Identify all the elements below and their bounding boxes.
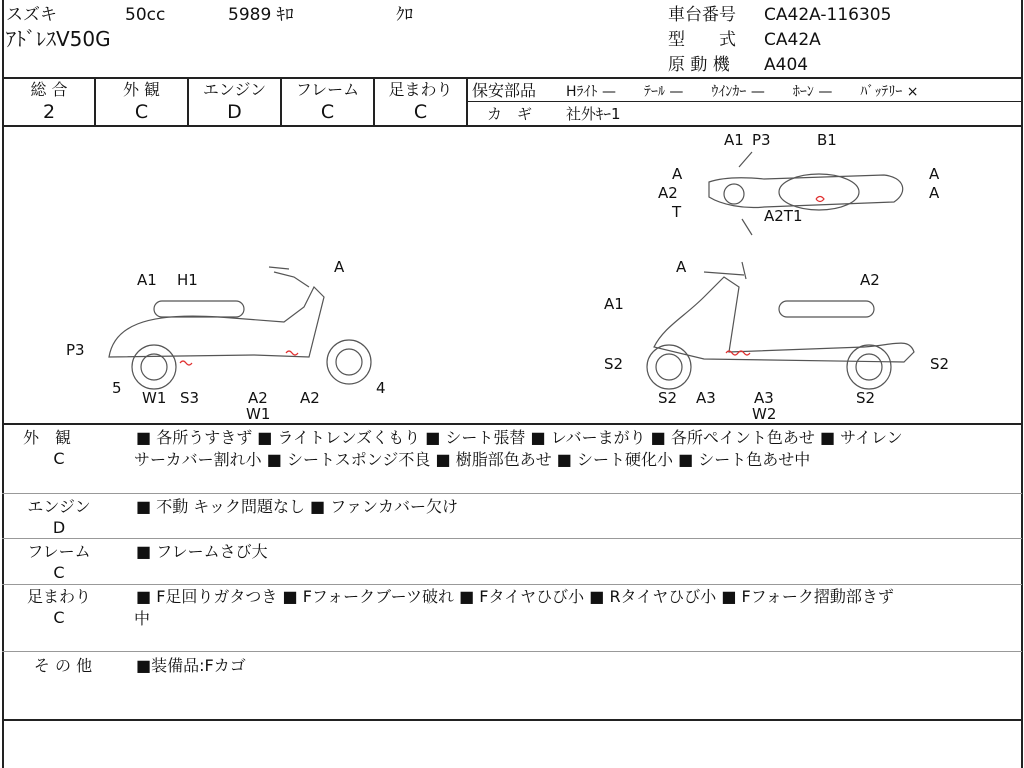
section-frame-label: フレーム	[27, 542, 91, 561]
mileage: 5989 ｷﾛ	[228, 5, 294, 25]
model-name: ｱﾄﾞﾚｽV50G	[6, 27, 111, 51]
section-suspension-line1: ■ F足回りガタつき ■ Fフォークブーツ破れ ■ Fタイヤひび小 ■ Rタイヤひび小 ■ Fフォーク摺動部きず	[136, 587, 894, 606]
diagram-label: A	[334, 258, 345, 276]
grade-frame-label: フレーム	[295, 80, 360, 99]
grade-engine-value: D	[227, 101, 242, 123]
frame-no-label: 車台番号	[668, 5, 736, 25]
diagram-label: S2	[930, 355, 950, 373]
diagram-label: S2	[658, 389, 678, 407]
section-suspension-grade: C	[53, 608, 65, 627]
section-engine-label: エンジン	[27, 497, 91, 516]
section-exterior-line2: サーカバー割れ小 ■ シートスポンジ不良 ■ 樹脂部色あせ ■ シート硬化小 ■ シート色あせ中	[134, 450, 811, 469]
diagram-label: A3	[754, 389, 774, 407]
diagram-label: T	[672, 203, 682, 221]
section-other-label: そ の 他	[33, 656, 93, 675]
divider	[2, 538, 1022, 539]
diagram-label: W2	[752, 405, 777, 423]
grade-exterior-value: C	[134, 101, 149, 123]
diagram-label: A1	[604, 295, 624, 313]
safety-label: 保安部品	[472, 81, 537, 100]
section-engine-line1: ■ 不動 キック問題なし ■ ファンカバー欠け	[136, 497, 458, 516]
divider	[2, 584, 1022, 585]
diagram-label: A	[929, 165, 940, 183]
diagram-label: S2	[856, 389, 876, 407]
diagram-label: A2	[300, 389, 320, 407]
type-label: 型 式	[668, 30, 736, 50]
engine-label: 原 動 機	[668, 55, 730, 75]
diagram-label: A2	[248, 389, 268, 407]
section-suspension-label: 足まわり	[26, 587, 91, 606]
color: ｸﾛ	[396, 5, 413, 25]
grade-total-value: 2	[42, 101, 56, 123]
diagram-label: 4	[376, 379, 386, 397]
diagram-label: H1	[177, 271, 198, 289]
diagram-label: A2	[658, 184, 678, 202]
diagram-label: A	[929, 184, 940, 202]
key-value: 社外ｷｰ1	[566, 105, 621, 123]
diagram-label: S3	[180, 389, 200, 407]
divider	[2, 493, 1022, 494]
type-value: CA42A	[764, 30, 821, 50]
section-engine-grade: D	[52, 518, 66, 537]
grade-engine-label: エンジン	[202, 80, 267, 99]
engine-value: A404	[764, 55, 809, 75]
diagram-label: 5	[112, 379, 122, 397]
section-exterior-grade: C	[53, 449, 65, 468]
diagram-label: A2T1	[764, 207, 803, 225]
diagram-label: A2	[860, 271, 880, 289]
section-exterior-label: 外 観	[22, 428, 71, 447]
divider	[2, 651, 1022, 652]
grade-total-label: 総 合	[30, 80, 68, 99]
key-label: カ ギ	[487, 105, 533, 123]
diagram-label: A1	[724, 131, 744, 149]
grade-frame-value: C	[320, 101, 335, 123]
diagram-label: W1	[246, 405, 271, 423]
diagram-label: A3	[696, 389, 716, 407]
diagram-label: B1	[817, 131, 837, 149]
section-other-line1: ■装備品:Fカゴ	[136, 656, 246, 675]
displacement: 50cc	[125, 5, 166, 25]
section-exterior-line1: ■ 各所うすきず ■ ライトレンズくもり ■ シート張替 ■ レバーまがり ■ 各所ペイント色あせ ■ サイレン	[136, 428, 903, 447]
diagram-label: W1	[142, 389, 167, 407]
section-suspension-line2: 中	[134, 609, 151, 628]
frame-no: CA42A-116305	[764, 5, 892, 25]
safety-items: Hﾗｲﾄ — ﾃｰﾙ — ｳｲﾝｶｰ — ﾎｰﾝ — ﾊﾞｯﾃﾘｰ ×	[566, 84, 919, 100]
divider	[2, 77, 1022, 79]
section-frame-grade: C	[53, 563, 65, 582]
diagram-label: P3	[752, 131, 771, 149]
grade-exterior-label: 外 観	[122, 80, 161, 99]
divider	[2, 423, 1022, 425]
maker: スズキ	[6, 5, 57, 25]
diagram-label: A	[676, 258, 687, 276]
section-frame-line1: ■ フレームさび大	[136, 542, 268, 561]
diagram-label: P3	[66, 341, 85, 359]
scooter-diagram	[4, 127, 1020, 423]
grade-suspension-value: C	[413, 101, 428, 123]
grade-suspension-label: 足まわり	[388, 80, 453, 99]
diagram-label: A1	[137, 271, 157, 289]
diagram-label: S2	[604, 355, 624, 373]
divider	[2, 719, 1022, 721]
diagram-label: A	[672, 165, 683, 183]
